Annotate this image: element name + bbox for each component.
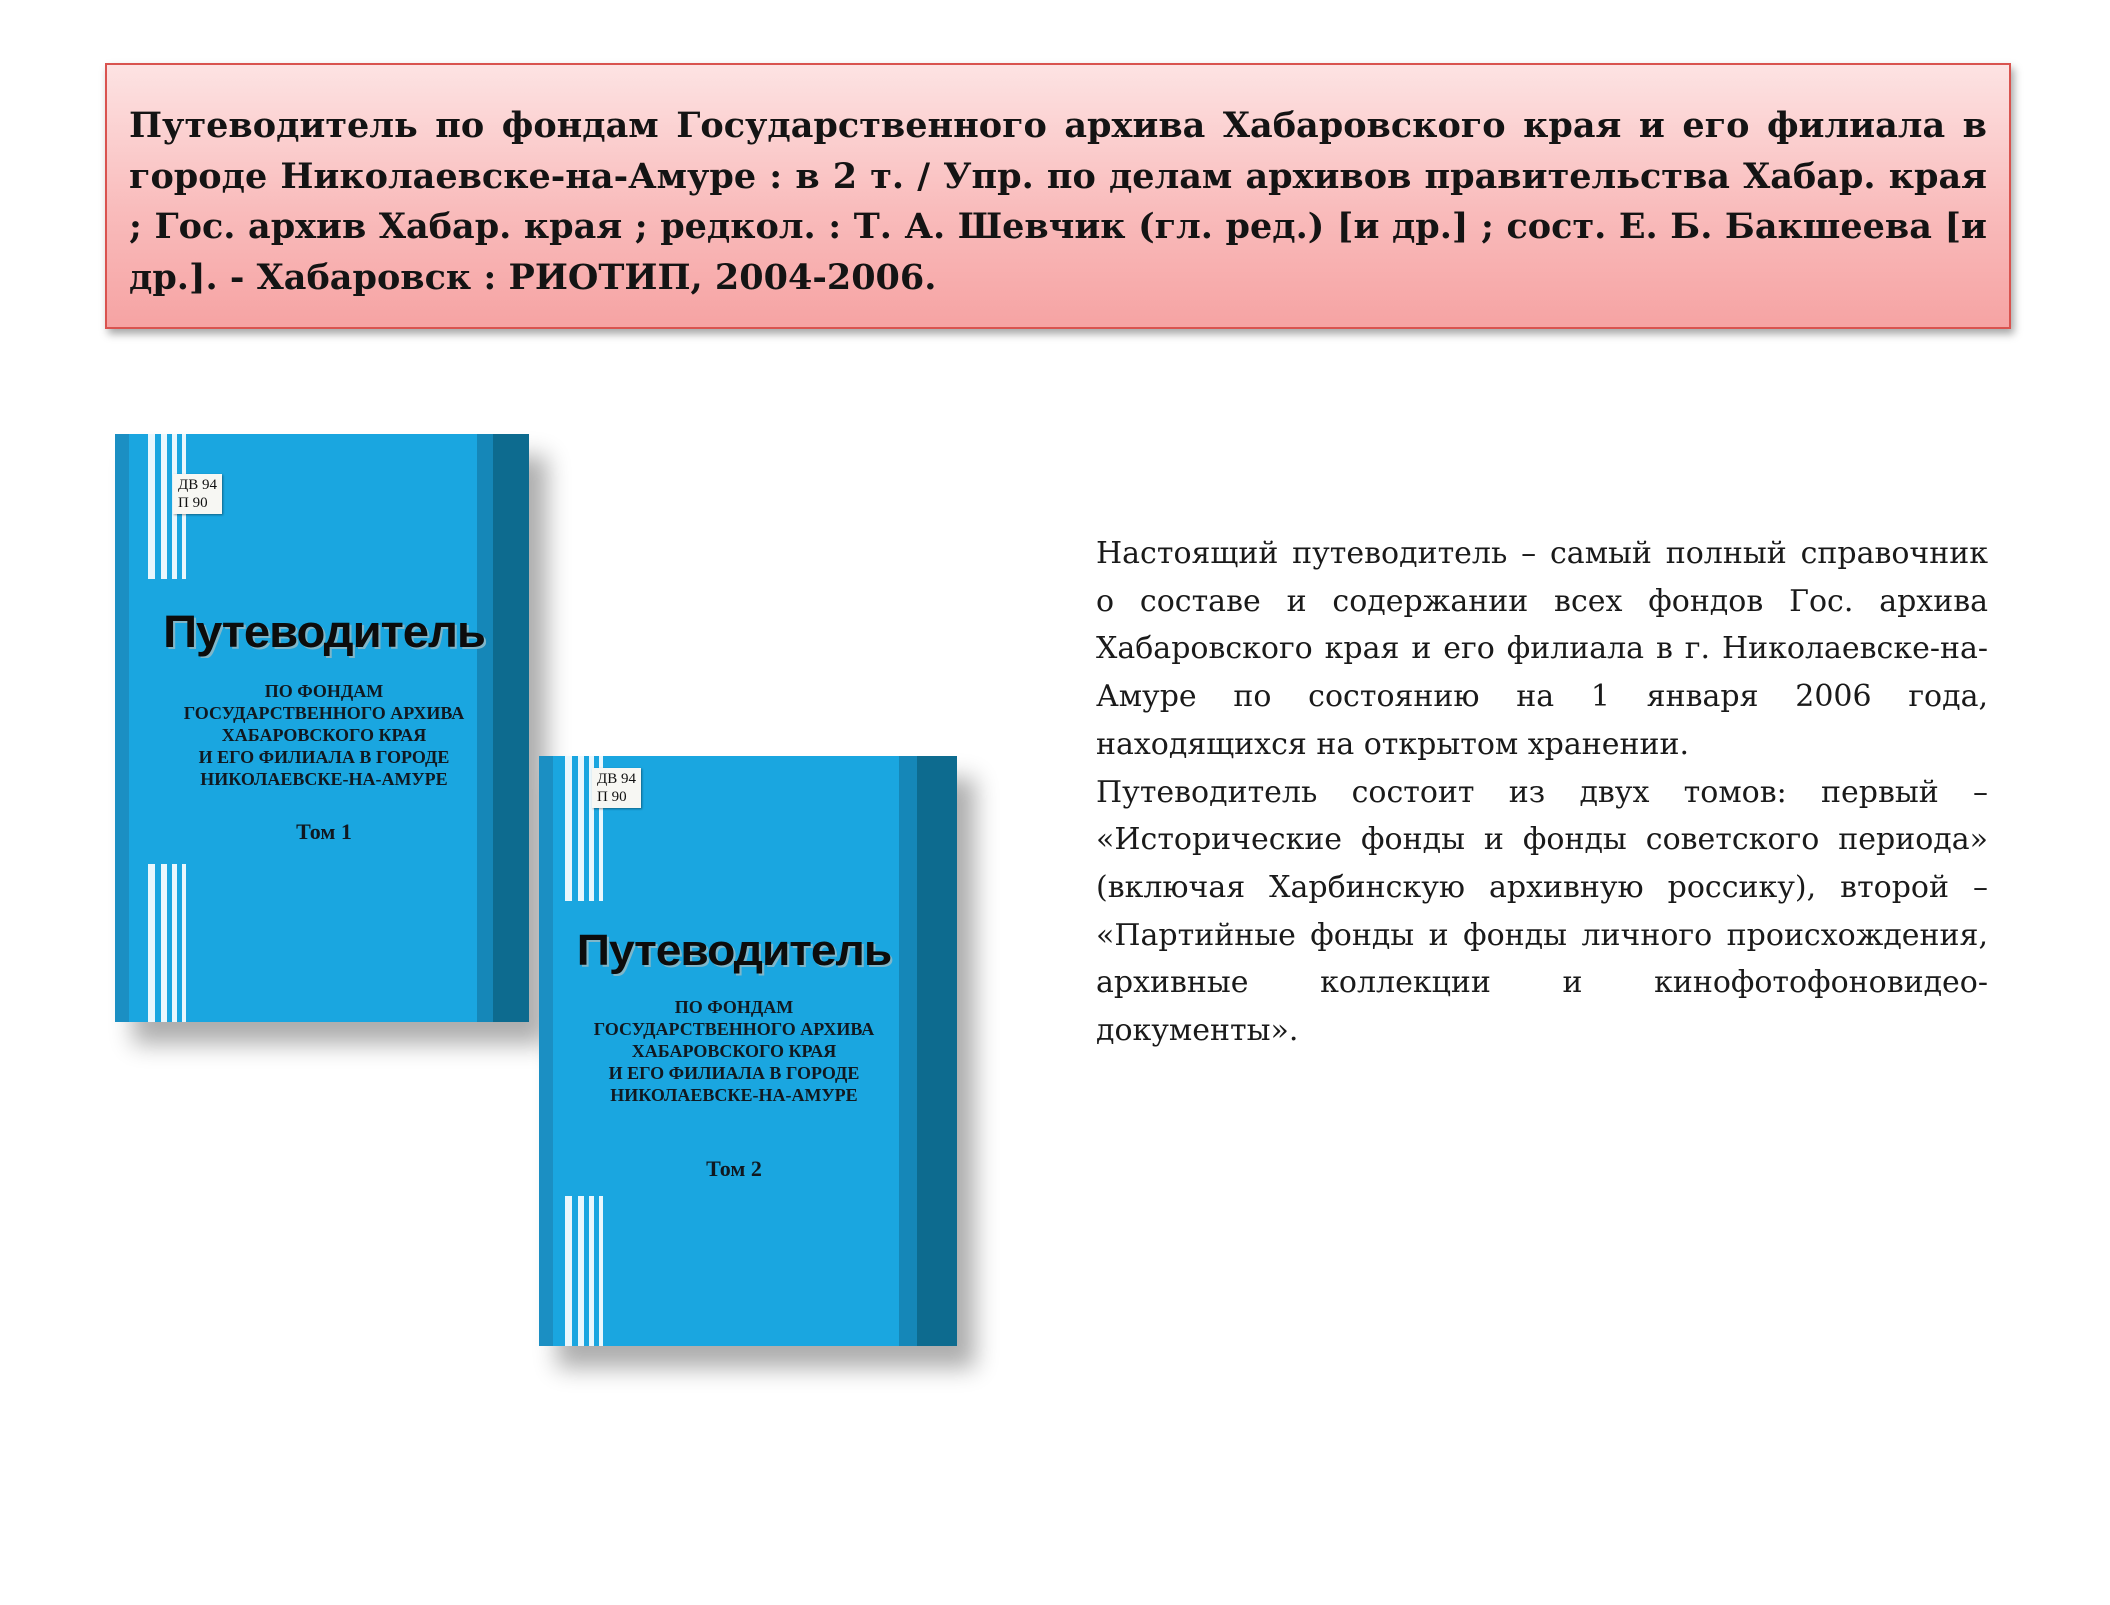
cover-stripe (161, 434, 167, 579)
cover-volume-number: Том 2 (706, 1156, 762, 1181)
title-banner (105, 63, 2011, 329)
cover-stripe (599, 1196, 603, 1346)
cover-subtitle: ПО ФОНДАМ ГОСУДАРСТВЕННОГО АРХИВА ХАБАРОВСКОГО КРАЯ И ЕГО ФИЛИАЛА В ГОРОДЕ НИКОЛАЕВСКЕ-НА-АМУРЕ (183, 681, 465, 789)
description-text (1096, 530, 1988, 1055)
cover-volume-number: Том 1 (296, 819, 352, 844)
library-shelf-label (592, 768, 641, 808)
cover-stripe (161, 864, 167, 1022)
cover-edge (493, 434, 529, 1022)
cover-stripe (565, 756, 572, 901)
cover-stripe (578, 1196, 584, 1346)
cover-subtitle: ПО ФОНДАМ ГОСУДАРСТВЕННОГО АРХИВА ХАБАРОВСКОГО КРАЯ И ЕГО ФИЛИАЛА В ГОРОДЕ НИКОЛАЕВСКЕ-НА-АМУРЕ (593, 997, 875, 1105)
cover-stripe (565, 1196, 572, 1346)
library-shelf-label (173, 474, 222, 514)
book-cover-volume-1 (115, 434, 529, 1022)
cover-spine (115, 434, 129, 1022)
cover-stripe (148, 864, 155, 1022)
shelf-code-line: П 90 (597, 789, 627, 805)
bibliographic-title: Путеводитель по фондам Государственного архива Хабаровского края и его филиала в городе Николаевске-на-Амуре : в 2 т. / Упр. по делам архивов правительства Хабар. края ; Гос. архив Хабар. края ; редкол. : Т. А. Шевчик (гл. ред.) [и др.] ; сост. Е. Б. Бакшеева [и др.]. - Хабаровск : РИОТИП, 2004-2006. (129, 105, 1987, 298)
cover-stripe (148, 434, 155, 579)
description-paragraph: Настоящий путеводитель – самый полный справочник о составе и содержании всех фондов Гос. архива Хабаровского края и его филиала в г. Николаевске-на-Амуре по состоянию на 1 января 2006 года, находящихся на открытом хранении. (1096, 536, 1988, 762)
book-cover-volume-2 (539, 756, 957, 1346)
cover-edge (917, 756, 957, 1346)
cover-stripe (182, 864, 186, 1022)
cover-stripe (578, 756, 584, 901)
cover-title: Путеводитель (576, 926, 892, 975)
cover-stripe (172, 864, 177, 1022)
shelf-code-line: П 90 (178, 495, 208, 511)
cover-stripe (589, 1196, 594, 1346)
description-paragraph: Путеводитель состоит из двух томов: первый – «Исторические фонды и фонды советского периода» (включая Харбинскую архивную россику), второй – «Партийные фонды и фонды личного происхождения, архивные коллекции и кинофотофоновидео-документы». (1096, 774, 1988, 1049)
cover-spine (539, 756, 553, 1346)
shelf-code-line: ДВ 94 (178, 477, 217, 493)
shelf-code-line: ДВ 94 (597, 771, 636, 787)
cover-title: Путеводитель (163, 606, 485, 657)
